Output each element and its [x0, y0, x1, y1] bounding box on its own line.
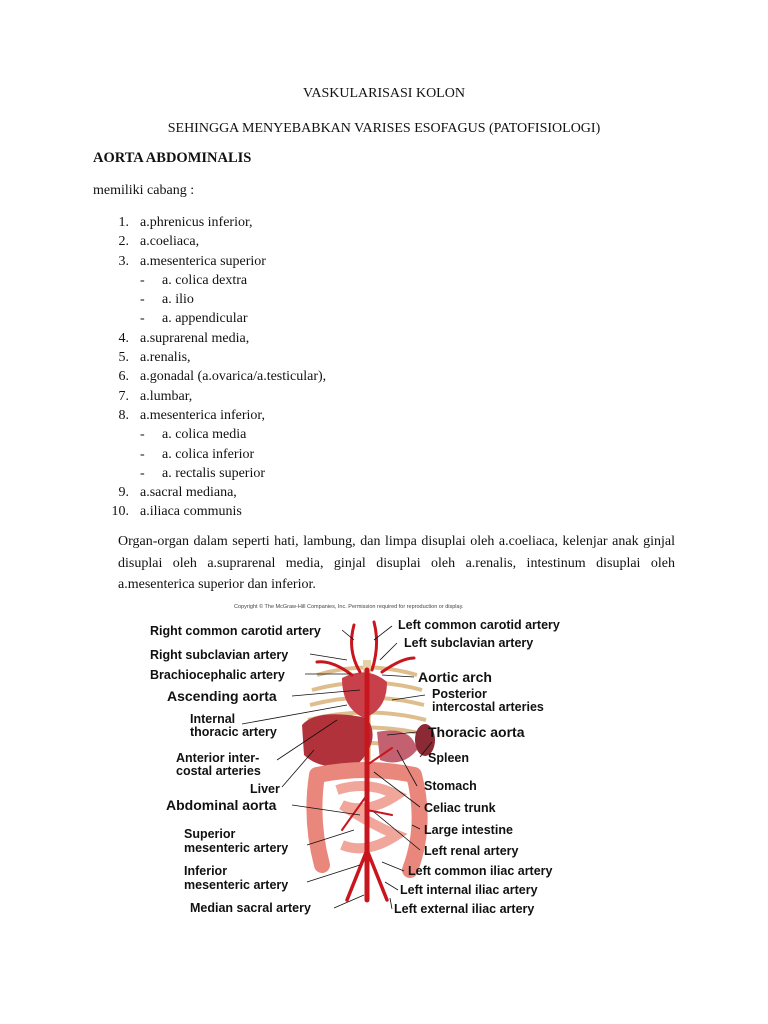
- liver: [302, 714, 373, 767]
- label-inferior: Inferior: [184, 864, 228, 878]
- list-item-number: 5.: [118, 350, 129, 366]
- list-item-number: 4.: [118, 330, 129, 346]
- label-left-common-carotid-artery: Left common carotid artery: [398, 618, 560, 632]
- label-stomach: Stomach: [424, 779, 477, 793]
- list-item-text: a.phrenicus inferior,: [140, 215, 253, 230]
- label-abdominal-aorta: Abdominal aorta: [166, 797, 277, 813]
- document-title: VASKULARISASI KOLON: [303, 86, 465, 101]
- list-item-number: 2.: [118, 234, 129, 250]
- list-item-text: a.coeliaca,: [140, 234, 200, 250]
- copyright-notice: Copyright © The McGraw-Hill Companies, Inc. Permission required for reproduction or display.: [234, 604, 464, 610]
- label-left-renal-artery: Left renal artery: [424, 844, 519, 858]
- list-item-text: a. colica media: [162, 427, 247, 443]
- label-spleen: Spleen: [428, 751, 469, 765]
- label-inferior-mesenteric-artery: mesenteric artery: [184, 878, 289, 892]
- list-item-text: a. colica inferior: [162, 446, 255, 462]
- list-item-number: 10.: [111, 504, 129, 520]
- stomach: [377, 730, 417, 762]
- list-item-number: 7.: [118, 388, 129, 404]
- label-ascending-aorta: Ascending aorta: [167, 688, 277, 704]
- list-item-text: a. rectalis superior: [162, 465, 266, 481]
- list-item-text: a. ilio: [162, 292, 194, 308]
- list-dash: -: [140, 292, 145, 308]
- aorta-anatomy-figure: [142, 600, 592, 920]
- label-left-common-iliac-artery: Left common iliac artery: [408, 864, 553, 878]
- list-dash: -: [140, 446, 145, 462]
- list-item-number: 1.: [118, 215, 129, 230]
- label-superior-mesenteric-artery: mesenteric artery: [184, 841, 289, 855]
- label-thoracic-aorta: Thoracic aorta: [428, 724, 525, 740]
- label-posterior: Posterior: [432, 687, 487, 701]
- anatomy-illustration: [142, 600, 592, 920]
- list-dash: -: [140, 311, 145, 327]
- label-internal: Internal: [190, 712, 236, 726]
- label-left-external-iliac-artery: Left external iliac artery: [394, 902, 535, 916]
- list-dash: -: [140, 272, 145, 288]
- label-aortic-arch: Aortic arch: [418, 669, 492, 685]
- list-dash: -: [140, 465, 145, 481]
- list-item-text: a.mesenterica inferior,: [140, 407, 265, 423]
- label-left-subclavian-artery: Left subclavian artery: [404, 636, 534, 650]
- label-left-internal-iliac-artery: Left internal iliac artery: [400, 883, 538, 897]
- list-item-number: 3.: [118, 253, 129, 269]
- label-posterior-intercostal-arteries: intercostal arteries: [432, 700, 544, 714]
- body-paragraph: Organ-organ dalam seperti hati, lambung, dan limpa disuplai oleh a.coeliaca, kelenjar anak ginjal disuplai oleh a.suprarenal media, ginjal disuplai oleh a.renalis, intestinum disuplai oleh a.mesenterica superior dan inferior.: [118, 534, 675, 592]
- list-item-number: 8.: [118, 407, 129, 423]
- list-item-text: a. appendicular: [162, 311, 248, 327]
- label-brachiocephalic-artery: Brachiocephalic artery: [150, 668, 285, 682]
- list-item-text: a.mesenterica superior: [140, 253, 266, 269]
- section-heading: AORTA ABDOMINALIS: [93, 150, 252, 166]
- list-dash: -: [140, 427, 145, 443]
- list-item-text: a.sacral mediana,: [140, 485, 237, 501]
- document-subtitle: SEHINGGA MENYEBABKAN VARISES ESOFAGUS (PATOFISIOLOGI): [167, 121, 601, 136]
- list-item-text: a.gonadal (a.ovarica/a.testicular),: [140, 369, 327, 385]
- list-item-text: a.iliaca communis: [140, 504, 242, 520]
- label-anterior-inter: Anterior inter-: [176, 751, 260, 765]
- label-thoracic-artery: thoracic artery: [190, 725, 277, 739]
- label-liver: Liver: [250, 782, 280, 796]
- list-item-text: a.suprarenal media,: [140, 330, 250, 346]
- list-item-number: 9.: [118, 485, 129, 501]
- list-item-text: a. colica dextra: [162, 272, 248, 288]
- list-item-text: a.renalis,: [140, 350, 191, 366]
- list-item-number: 6.: [118, 369, 129, 385]
- label-right-common-carotid-artery: Right common carotid artery: [150, 624, 321, 638]
- label-large-intestine: Large intestine: [424, 823, 513, 837]
- label-median-sacral-artery: Median sacral artery: [190, 901, 311, 915]
- label-costal-arteries: costal arteries: [176, 764, 261, 778]
- list-item-text: a.lumbar,: [140, 388, 193, 404]
- label-celiac-trunk: Celiac trunk: [424, 801, 496, 815]
- label-right-subclavian-artery: Right subclavian artery: [150, 648, 289, 662]
- intro-text: memiliki cabang :: [93, 183, 195, 198]
- label-superior: Superior: [184, 827, 236, 841]
